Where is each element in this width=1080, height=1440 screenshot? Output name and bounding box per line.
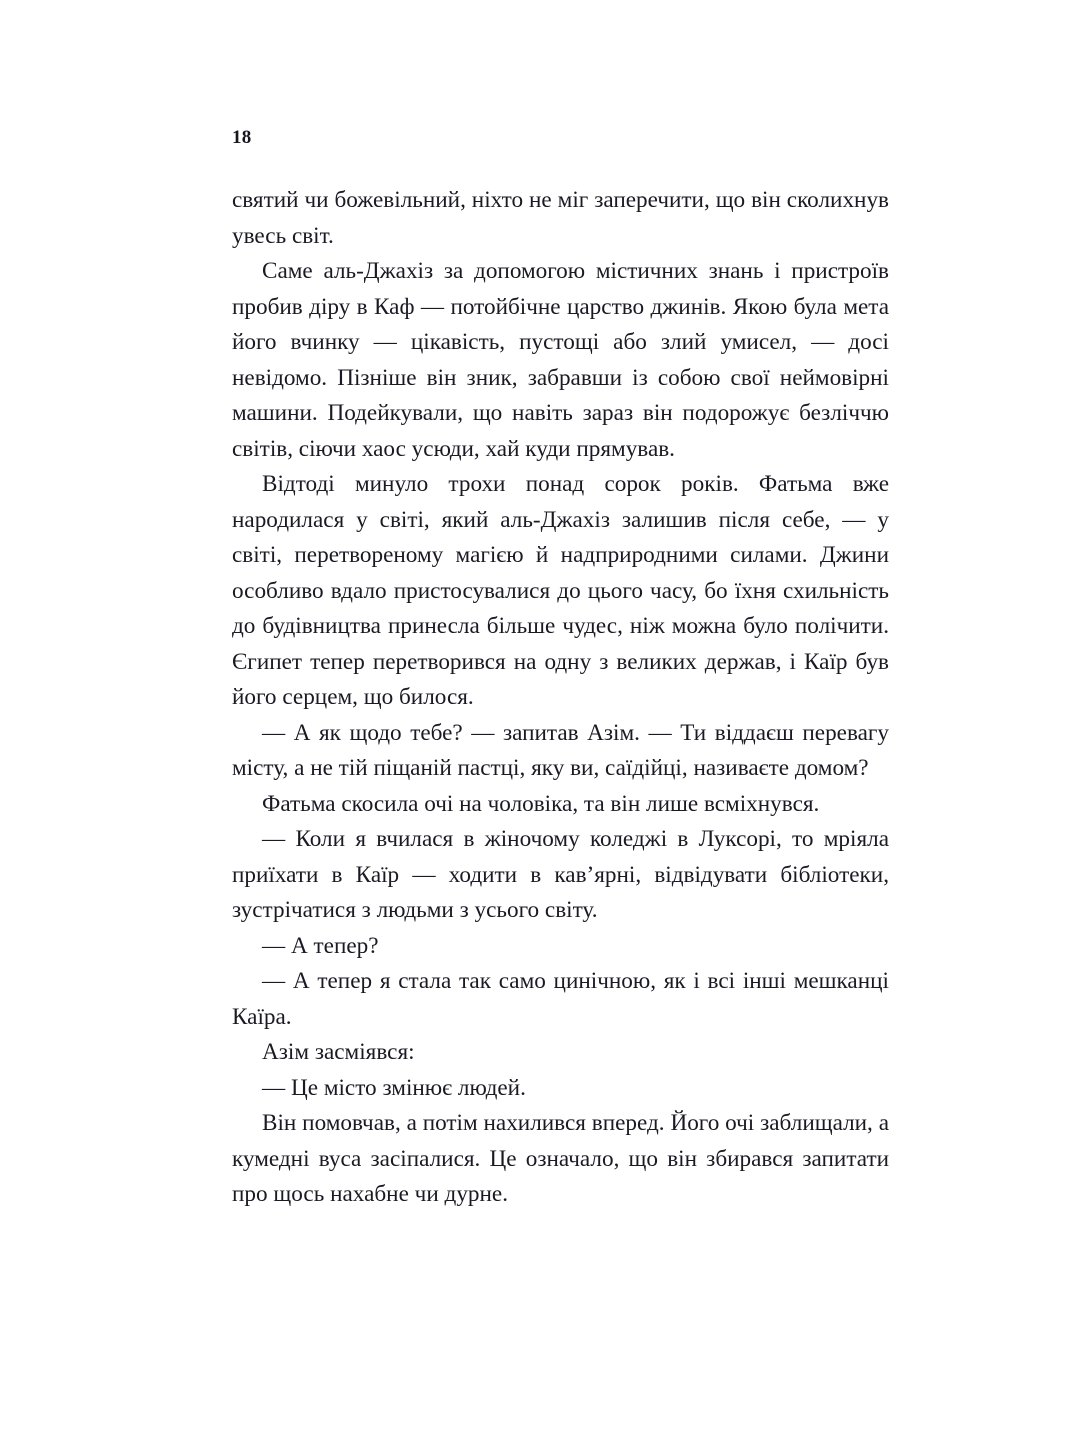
paragraph: Азім засміявся:	[262, 1039, 415, 1065]
body-text-block	[232, 183, 889, 1213]
paragraph: Він помовчав, а потім нахилився вперед. Його очі заблищали, а кумедні вуса засіпалися. Це означало, що він збирався запитати про щось нахабне чи дурне.	[232, 1110, 889, 1207]
paragraph: Саме аль-Джахіз за допомогою містичних знань і пристроїв пробив діру в Каф — потойбічне царство джинів. Якою була мета його вчинку — цікавість, пустощі або злий умисел, — досі невідомо. Пізніше він зник, забравши із собою свої неймовірні машини. Подейкували, що навіть зараз він подорожує безліччю світів, сіючи хаос усюди, хай куди прямував.	[232, 258, 889, 462]
paragraph-dialogue: — А тепер я стала так само цинічною, як і всі інші мешканці Каїра.	[232, 968, 889, 1030]
paragraph-dialogue: — А тепер?	[262, 932, 379, 959]
paragraph: святий чи божевільний, ніхто не міг заперечити, що він сколихнув увесь світ.	[232, 187, 889, 249]
page-number: 18	[232, 127, 252, 148]
paragraph-dialogue: — Коли я вчилася в жіночому коледжі в Луксорі, то мріяла приїхати в Каїр — ходити в кав’ярні, відвідувати бібліотеки, зустрічатися з людьми з усього світу.	[232, 826, 889, 923]
paragraph-dialogue: — А як щодо тебе? — запитав Азім. — Ти віддаєш перевагу місту, а не тій піщаній пастці, яку ви, саїдійці, називаєте домом?	[232, 719, 889, 781]
paragraph: Відтоді минуло трохи понад сорок років. Фатьма вже народилася у світі, який аль-Джахіз залишив після себе, — у світі, перетвореному магією й надприродними силами. Джини особливо вдало пристосувалися до цього часу, бо їхня схильність до будівництва принесла більше чудес, ніж можна було полічити. Єгипет тепер перетворився на одну з великих держав, і Каїр був його серцем, що билося.	[232, 471, 889, 710]
paragraph-dialogue: — Це місто змінює людей.	[262, 1074, 526, 1101]
paragraph: Фатьма скосила очі на чоловіка, та він лише всміхнувся.	[262, 790, 820, 817]
